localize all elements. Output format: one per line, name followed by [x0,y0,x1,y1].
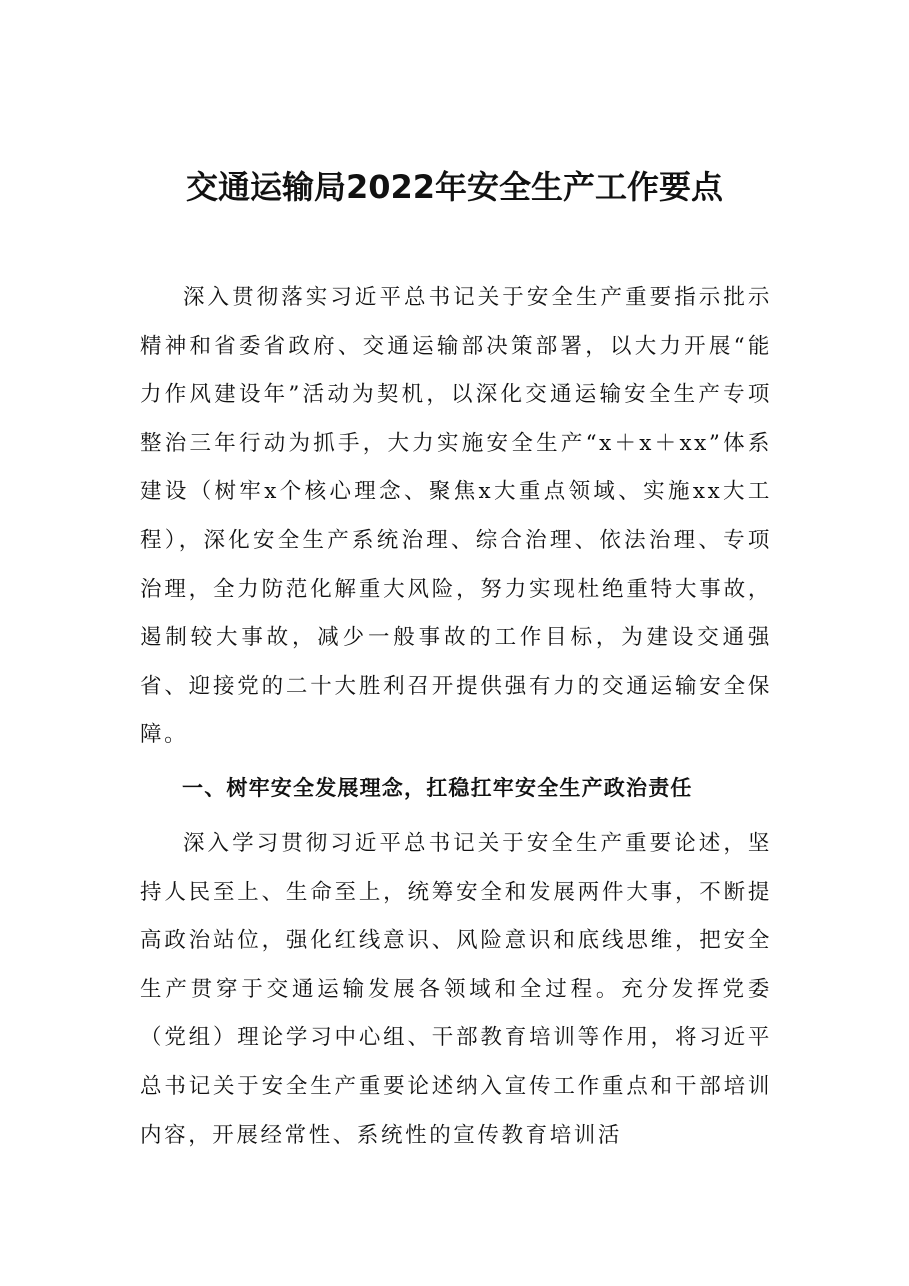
section-heading: 一、树牢安全发展理念，扛稳扛牢安全生产政治责任 [182,776,693,800]
intro-paragraph: 深入贯彻落实习近平总书记关于安全生产重要指示批示精神和省委省政府、交通运输部决策部署，以大力开展“能力作风建设年”活动为契机，以深化交通运输安全生产专项整治三年行动为抓手，大力实施安全生产“x＋x＋xx”体系建设（树牢x个核心理念、聚焦x大重点领域、实施xx大工程），深化安全生产系统治理、综合治理、依法治理、专项治理，全力防范化解重大风险，努力实现杜绝重特大事故，遏制较大事故，减少一般事故的工作目标，为建设交通强省、迎接党的二十大胜利召开提供强有力的交通运输安全保障。 [140,285,772,748]
document-title: 交通运输局2022年安全生产工作要点 [185,168,724,207]
section-paragraph: 深入学习贯彻习近平总书记关于安全生产重要论述，坚持人民至上、生命至上，统筹安全和发展两件大事，不断提高政治站位，强化红线意识、风险意识和底线思维，把安全生产贯穿于交通运输发展各领域和全过程。充分发挥党委（党组）理论学习中心组、干部教育培训等作用，将习近平总书记关于安全生产重要论述纳入宣传工作重点和干部培训内容，开展经常性、系统性的宣传教育培训活 [140,831,772,1148]
